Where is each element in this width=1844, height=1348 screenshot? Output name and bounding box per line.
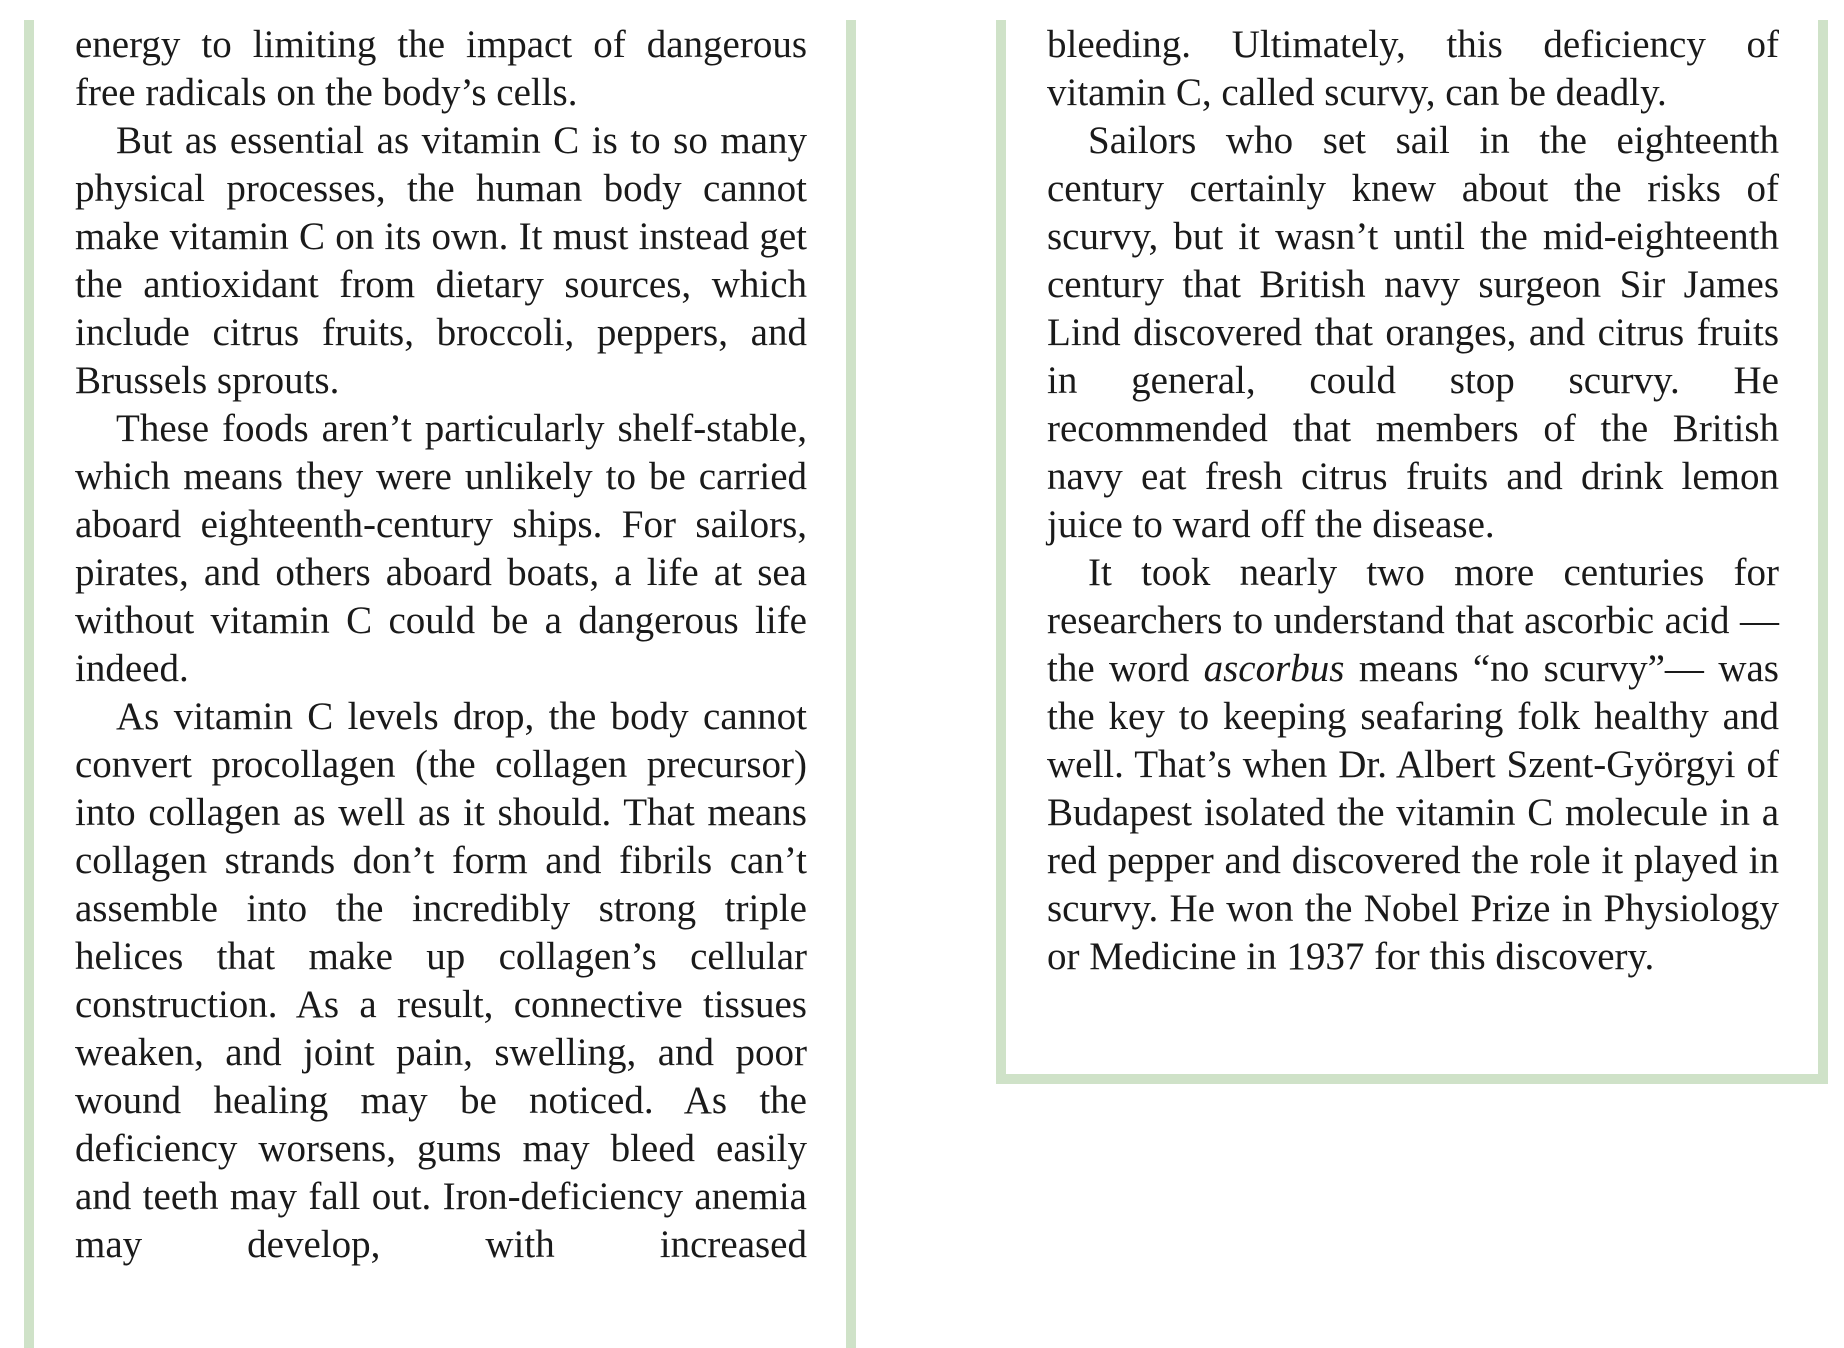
left-column <box>75 21 807 1269</box>
paragraph: As vitamin C levels drop, the body cannot convert procollagen (the collagen precursor) into collagen as well as it should. That means collagen strands don’t form and fibrils can’t assemble into the incredibly strong triple helices that make up collagen’s cellular construction. As a result, connective tissues weaken, and joint pain, swelling, and poor wound healing may be noticed. As the deficiency worsens, gums may bleed easily and teeth may fall out. Iron-deficiency anemia may develop, with increased <box>75 695 807 1266</box>
right-box-right-rule <box>1818 20 1828 1084</box>
right-column <box>1047 21 1779 981</box>
paragraph: But as essential as vitamin C is to so many physical processes, the human body cannot make vitamin C on its own. It must instead get the antioxidant from dietary sources, which include citrus fruits, broccoli, peppers, and Brussels sprouts. <box>75 119 807 402</box>
left-column-left-rule <box>24 20 34 1348</box>
paragraph: energy to limiting the impact of dangerous free radicals on the body’s cells. <box>75 23 807 114</box>
paragraph-text: It took nearly two more centuries for researchers to understand that ascorbic acid —the word <box>1047 551 1779 690</box>
paragraph-text: means “no scurvy”— was the key to keeping seafaring folk healthy and well. That’s when Dr. Albert Szent-Györgyi of Budapest isolated the vitamin C molecule in a red pepper and discovered the role it played in scurvy. He won the Nobel Prize in Physiology or Medicine in 1937 for this discovery. <box>1047 647 1779 978</box>
left-column-right-rule <box>846 20 856 1348</box>
paragraph: These foods aren’t particularly shelf-stable, which means they were unlikely to be carried aboard eighteenth-century ships. For sailors, pirates, and others aboard boats, a life at sea without vitamin C could be a dangerous life indeed. <box>75 407 807 690</box>
emphasis-term: ascorbus <box>1203 647 1345 690</box>
right-box-left-rule <box>996 20 1006 1084</box>
paragraph <box>1047 549 1779 981</box>
paragraph: Sailors who set sail in the eighteenth century certainly knew about the risks of scurvy, but it wasn’t until the mid-eighteenth century that British navy surgeon Sir James Lind discovered that oranges, and citrus fruits in general, could stop scurvy. He recommended that members of the British navy eat fresh citrus fruits and drink lemon juice to ward off the disease. <box>1047 119 1779 546</box>
right-box-bottom-rule <box>996 1074 1828 1084</box>
paragraph: bleeding. Ultimately, this deficiency of vitamin C, called scurvy, can be deadly. <box>1047 23 1779 114</box>
